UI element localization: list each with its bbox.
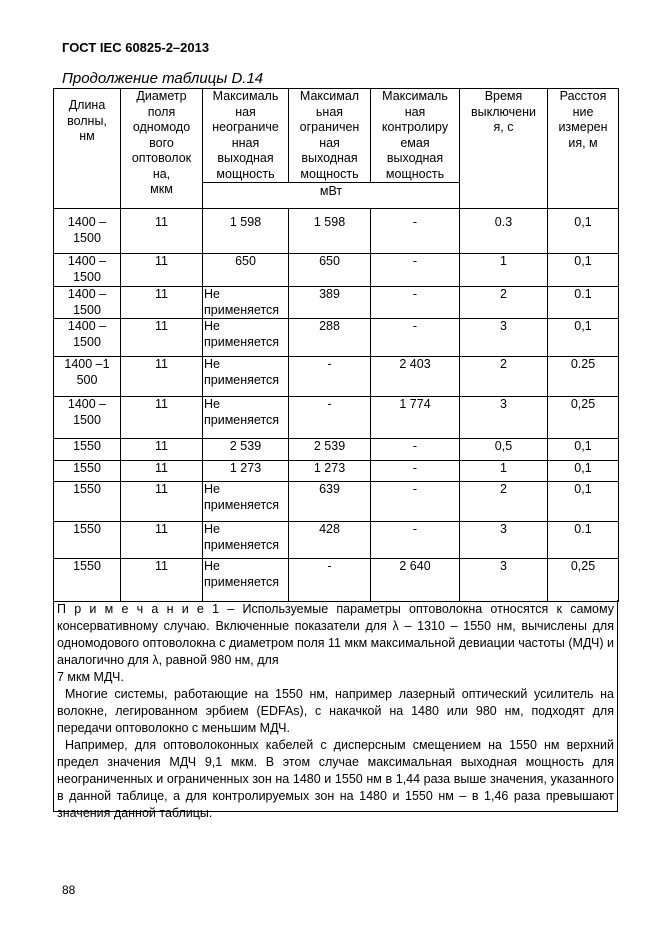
note-paragraph-3: Например, для оптоволоконных кабелей с дисперсным смещением на 1550 нм верхний предел значения МДЧ 9,1 мкм. В этом случае максимальная выходная мощность для неограниченных и ограниченных зон на 1480 и 1550 нм в 1,44 раза выше значения, указанного в данной таблице, а для контролируемых зон на 1480 и 1550 нм – в 1,46 раза превышают значения данной таблицы. <box>57 738 614 820</box>
table-cell: - <box>371 522 460 559</box>
table-cell: 1 273 <box>203 461 289 482</box>
table-cell: 650 <box>289 254 371 287</box>
table-cell: Не применяется <box>203 482 289 522</box>
table-cell: 0.3 <box>460 209 548 254</box>
table-cell: 288 <box>289 319 371 357</box>
table-cell: 3 <box>460 319 548 357</box>
header-field-diameter: Диаметр поля одномодо вого оптоволок на, мкм <box>121 89 203 209</box>
table-cell: Не применяется <box>203 319 289 357</box>
unit-label: мВт <box>203 183 460 209</box>
table-cell: 639 <box>289 482 371 522</box>
table-caption: Продолжение таблицы D.14 <box>62 70 264 87</box>
table-cell: - <box>371 319 460 357</box>
table-cell: 11 <box>121 397 203 439</box>
table-cell: 2 <box>460 357 548 397</box>
table-cell: - <box>371 482 460 522</box>
table-cell: Не применяется <box>203 357 289 397</box>
table-note <box>53 600 618 820</box>
page-number: 88 <box>62 883 76 897</box>
table-cell: 650 <box>203 254 289 287</box>
table-cell: 3 <box>460 397 548 439</box>
table-cell: 0,25 <box>548 559 619 602</box>
table-cell: 1 <box>460 254 548 287</box>
table-cell: 0,1 <box>548 319 619 357</box>
table-cell: 11 <box>121 439 203 461</box>
table-cell: 1 774 <box>371 397 460 439</box>
header-wavelength: Длина волны, нм <box>54 89 121 209</box>
table-cell: 1550 <box>54 522 121 559</box>
table-cell: - <box>371 209 460 254</box>
table-cell: 11 <box>121 357 203 397</box>
header-unrestricted-power: Максималь ная неограниче нная выходная мощность <box>203 89 289 183</box>
table-cell: - <box>371 287 460 319</box>
header-shutdown-time: Время выключени я, с <box>460 89 548 209</box>
table-cell: 1400 –1 500 <box>54 357 121 397</box>
table-cell: - <box>371 439 460 461</box>
table-cell: 0,1 <box>548 482 619 522</box>
table-cell: 1 598 <box>203 209 289 254</box>
table-cell: 1 273 <box>289 461 371 482</box>
document-id: ГОСТ IEC 60825-2–2013 <box>62 40 210 55</box>
table-cell: 2 539 <box>203 439 289 461</box>
table-cell: 1 598 <box>289 209 371 254</box>
table-cell: 1400 – 1500 <box>54 254 121 287</box>
table-cell: 2 <box>460 287 548 319</box>
table-cell: 1550 <box>54 482 121 522</box>
table-cell: 0,1 <box>548 461 619 482</box>
table-cell: - <box>289 559 371 602</box>
table-cell: 0,5 <box>460 439 548 461</box>
table-cell: 2 <box>460 482 548 522</box>
table-cell: 3 <box>460 559 548 602</box>
table-cell: 11 <box>121 254 203 287</box>
table-row <box>54 319 619 357</box>
table-cell: 0.1 <box>548 522 619 559</box>
table-cell: 0,25 <box>548 397 619 439</box>
table-row <box>54 482 619 522</box>
table-row <box>54 559 619 602</box>
table-cell: - <box>289 357 371 397</box>
table-cell: 428 <box>289 522 371 559</box>
table-cell: 389 <box>289 287 371 319</box>
table-cell: 1 <box>460 461 548 482</box>
table-row <box>54 397 619 439</box>
table-cell: 11 <box>121 522 203 559</box>
table-body <box>54 209 619 602</box>
table-cell: 11 <box>121 287 203 319</box>
header-measure-distance: Расстоя ние измерен ия, м <box>548 89 619 209</box>
table-cell: 2 403 <box>371 357 460 397</box>
header-controlled-power: Максималь ная контролиру емая выходная мощность <box>371 89 460 183</box>
table-cell: - <box>371 461 460 482</box>
table-cell: 11 <box>121 559 203 602</box>
table-cell: 0.1 <box>548 287 619 319</box>
table-row <box>54 522 619 559</box>
table-row <box>54 254 619 287</box>
table-cell: - <box>371 254 460 287</box>
table-cell: 0,1 <box>548 439 619 461</box>
table-cell: 1400 – 1500 <box>54 287 121 319</box>
header-row <box>54 89 619 183</box>
table-row <box>54 209 619 254</box>
table-cell: 1400 – 1500 <box>54 397 121 439</box>
note-paragraph-1: П р и м е ч а н и е 1 – Используемые параметры оптоволокна относятся к самому консервативному случаю. Включенные показатели для λ – 1310 – 1550 нм, вычислены для одномодового оптоволокна с диаметром поля 11 мкм максимальной девиации частоты (МДЧ) и аналогично для λ, равной 980 нм, для <box>57 602 614 667</box>
table-cell: 1550 <box>54 439 121 461</box>
note-paragraph-2: Многие системы, работающие на 1550 нм, например лазерный оптический усилитель на волокне, легированном эрбием (EDFAs), с накачкой на 1480 или 980 нм, подходят для передачи оптоволокно с меньшим МДЧ. <box>57 687 614 735</box>
table-cell: 11 <box>121 319 203 357</box>
header-restricted-power: Максимал ьная ограничен ная выходная мощность <box>289 89 371 183</box>
table-row <box>54 439 619 461</box>
table-cell: Не применяется <box>203 397 289 439</box>
table-cell: 1400 – 1500 <box>54 209 121 254</box>
table-cell: 11 <box>121 482 203 522</box>
table-cell: 2 539 <box>289 439 371 461</box>
table-cell: 11 <box>121 461 203 482</box>
table-cell: Не применяется <box>203 522 289 559</box>
table-cell: 1550 <box>54 461 121 482</box>
table-cell: 1400 – 1500 <box>54 319 121 357</box>
table-cell: 1550 <box>54 559 121 602</box>
note-paragraph-1-end: 7 мкм МДЧ. <box>57 670 124 684</box>
table-cell: 0.25 <box>548 357 619 397</box>
table-cell: 11 <box>121 209 203 254</box>
table-row <box>54 287 619 319</box>
data-table <box>53 88 619 602</box>
table-cell: Не применяется <box>203 287 289 319</box>
table-cell: 0,1 <box>548 254 619 287</box>
table-cell: 2 640 <box>371 559 460 602</box>
table-row <box>54 461 619 482</box>
table-row <box>54 357 619 397</box>
table-cell: - <box>289 397 371 439</box>
table-cell: 3 <box>460 522 548 559</box>
table-cell: 0,1 <box>548 209 619 254</box>
table-cell: Не применяется <box>203 559 289 602</box>
